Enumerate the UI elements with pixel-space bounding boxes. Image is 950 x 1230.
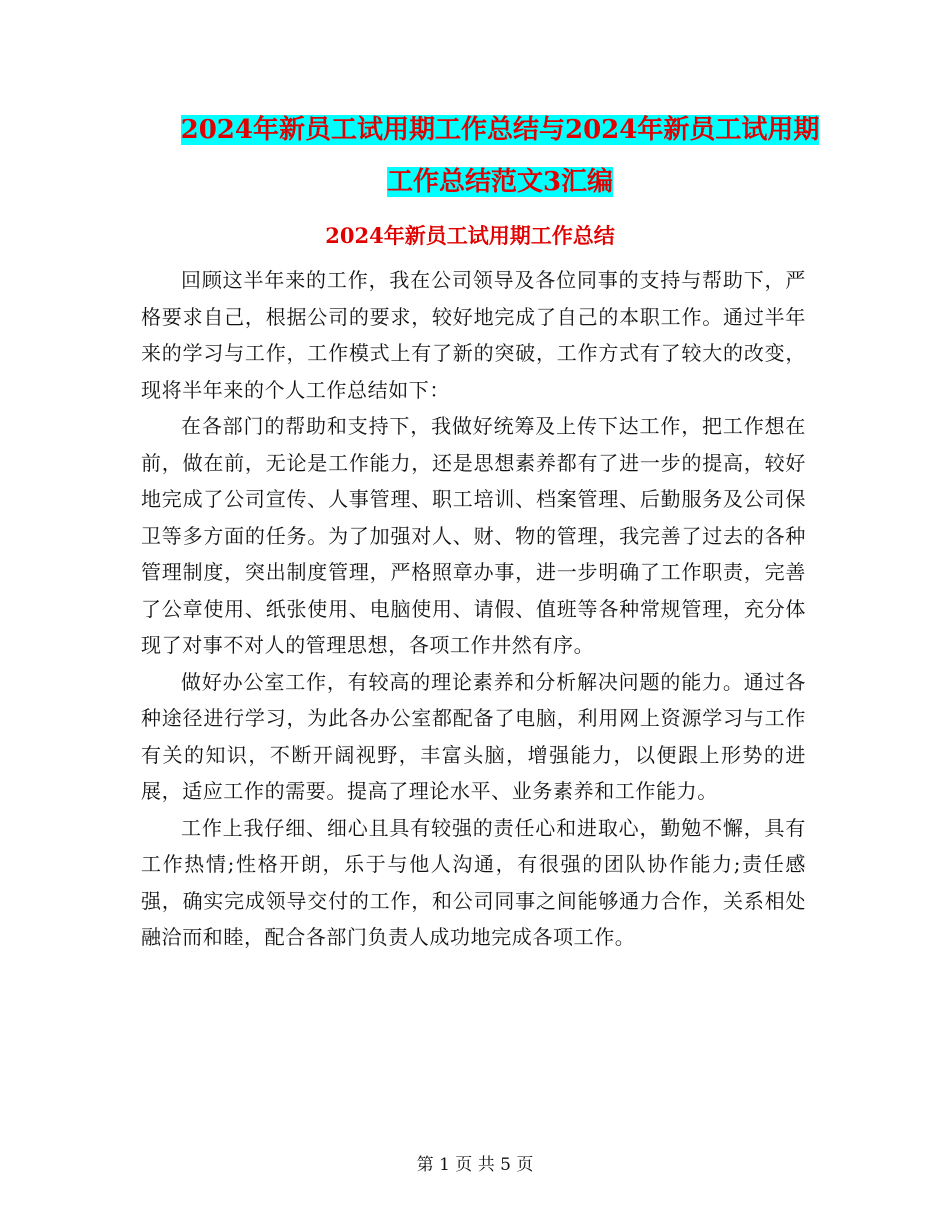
- paragraph-2: 在各部门的帮助和支持下，我做好统筹及上传下达工作，把工作想在前，做在前，无论是工作能力，还是思想素养都有了进一步的提高，较好地完成了公司宣传、人事管理、职工培训、档案管理、后勤服务及公司保卫等多方面的任务。为了加强对人、财、物的管理，我完善了过去的各种管理制度，突出制度管理，严格照章办事，进一步明确了工作职责，完善了公章使用、纸张使用、电脑使用、请假、值班等各种常规管理，充分体现了对事不对人的管理思想，各项工作井然有序。: [141, 414, 806, 657]
- paragraph-1: 回顾这半年来的工作，我在公司领导及各位同事的支持与帮助下，严格要求自己，根据公司的要求，较好地完成了自己的本职工作。通过半年来的学习与工作，工作模式上有了新的突破，工作方式有了较大的改变，现将半年来的个人工作总结如下：: [141, 268, 806, 402]
- document-title-line-2: 工作总结范文3汇编: [386, 167, 614, 197]
- paragraph-3: 做好办公室工作，有较高的理论素养和分析解决问题的能力。通过各种途径进行学习，为此各办公室都配备了电脑，利用网上资源学习与工作有关的知识，不断开阔视野，丰富头脑，增强能力，以便跟上形势的进展，适应工作的需要。提高了理论水平、业务素养和工作能力。: [141, 669, 806, 803]
- paragraph-4: 工作上我仔细、细心且具有较强的责任心和进取心，勤勉不懈，具有工作热情;性格开朗，乐于与他人沟通，有很强的团队协作能力;责任感强，确实完成领导交付的工作，和公司同事之间能够通力合作，关系相处融洽而和睦，配合各部门负责人成功地完成各项工作。: [141, 815, 806, 949]
- page-number-footer: 第 1 页 共 5 页: [416, 1155, 534, 1175]
- section-title: 2024年新员工试用期工作总结: [325, 223, 615, 248]
- document-title: [130, 104, 870, 208]
- document-title-line-1: 2024年新员工试用期工作总结与2024年新员工试用期: [180, 115, 820, 145]
- document-body: [141, 262, 806, 956]
